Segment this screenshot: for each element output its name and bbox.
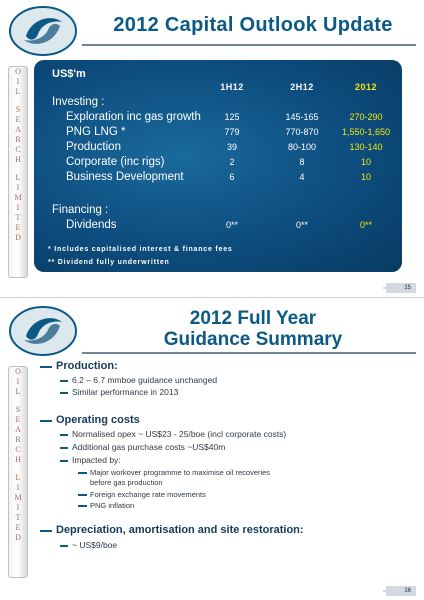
unit-label: US$'m	[52, 68, 86, 80]
capital-table-panel	[34, 60, 402, 272]
side-banner-letter: S	[15, 105, 21, 114]
side-banner-letter: D	[15, 533, 21, 542]
side-banner-letter: L	[15, 387, 21, 396]
side-banner-letter: H	[15, 155, 21, 164]
side-banner-letter: L	[15, 173, 21, 182]
side-banner-letter: I	[16, 503, 20, 512]
side-banner	[8, 66, 28, 278]
sub-list-item: Foreign exchange rate movements	[90, 490, 206, 499]
side-banner-letter: E	[15, 115, 21, 124]
col-header-2h12: 2H12	[290, 82, 314, 92]
col-header-2012: 2012	[354, 82, 378, 92]
title-line-1: 2012 Full Year	[189, 308, 317, 329]
page-number: 15	[386, 283, 416, 293]
oil-search-logo	[8, 304, 78, 358]
side-banner-letter: M	[14, 193, 22, 202]
side-banner-letter: E	[15, 223, 21, 232]
sub-list-item: Major workover programme to maximise oil recoveries	[90, 468, 270, 477]
list-item: Normalised opex ~ US$23 - 25/boe (incl corporate costs)	[72, 429, 286, 439]
slide-title: 2012 Capital Outlook Update	[113, 14, 393, 36]
title-line-2: Guidance Summary	[163, 329, 343, 350]
financing-heading: Financing :	[52, 204, 109, 216]
side-banner-letter: I	[16, 483, 20, 492]
footnote: * Includes capitalised interest & finance fees	[48, 246, 233, 253]
list-item: Additional gas purchase costs ~US$40m	[72, 442, 225, 452]
side-banner-letter: I	[16, 183, 20, 192]
table-row: PNG LNG * 779 770-870 1,550-1,650	[66, 126, 391, 138]
footnote: ** Dividend fully underwritten	[48, 259, 170, 266]
side-banner	[8, 366, 28, 578]
sub-list-item: PNG inflation	[90, 501, 134, 510]
col-header-1h12: 1H12	[220, 82, 244, 92]
investing-heading: Investing :	[52, 96, 105, 108]
side-banner-letter: C	[15, 145, 21, 154]
bullet-operating-costs: Operating costs	[56, 414, 140, 426]
sub-list-item-continued: before gas production	[90, 478, 163, 487]
page-number: 16	[386, 586, 416, 596]
table-row: Exploration inc gas growth 125 145-165 270-290	[66, 111, 383, 123]
side-banner-letter: I	[16, 377, 20, 386]
side-banner-letter: E	[15, 523, 21, 532]
table-row: Corporate (inc rigs) 2 8 10	[66, 156, 371, 168]
side-banner-letter: L	[15, 87, 21, 96]
slide-title	[90, 308, 416, 350]
side-banner-letter: A	[15, 125, 21, 134]
side-banner-letter: I	[16, 203, 20, 212]
bullet-depreciation: Depreciation, amortisation and site restoration:	[56, 524, 304, 536]
side-banner-letter: T	[15, 213, 21, 222]
side-banner-letter: H	[15, 455, 21, 464]
list-item: Impacted by:	[72, 455, 121, 465]
side-banner-letter: A	[15, 425, 21, 434]
slide-guidance-summary	[0, 300, 424, 600]
table-row: Business Development 6 4 10	[66, 171, 371, 183]
list-item: ~ US$9/boe	[72, 540, 117, 550]
side-banner-letter: D	[15, 233, 21, 242]
table-row: Dividends 0** 0** 0**	[66, 219, 372, 231]
side-banner-letter: T	[15, 513, 21, 522]
oil-search-logo	[8, 4, 78, 58]
side-banner-letter: E	[15, 415, 21, 424]
title-rule	[82, 44, 416, 46]
title-rule	[82, 352, 416, 354]
side-banner-letter: O	[15, 67, 21, 76]
side-banner-letter: I	[16, 77, 20, 86]
bullet-production: Production:	[56, 360, 118, 372]
side-banner-letter: C	[15, 445, 21, 454]
side-banner-letter: M	[14, 493, 22, 502]
slide-capital-outlook	[0, 0, 424, 298]
side-banner-letter: R	[15, 435, 21, 444]
side-banner-letter: L	[15, 473, 21, 482]
side-banner-letter: S	[15, 405, 21, 414]
side-banner-letter: O	[15, 367, 21, 376]
list-item: Similar performance in 2013	[72, 387, 178, 397]
list-item: 6.2 – 6.7 mmboe guidance unchanged	[72, 375, 217, 385]
table-row: Production 39 80-100 130-140	[66, 141, 383, 153]
side-banner-letter: R	[15, 135, 21, 144]
